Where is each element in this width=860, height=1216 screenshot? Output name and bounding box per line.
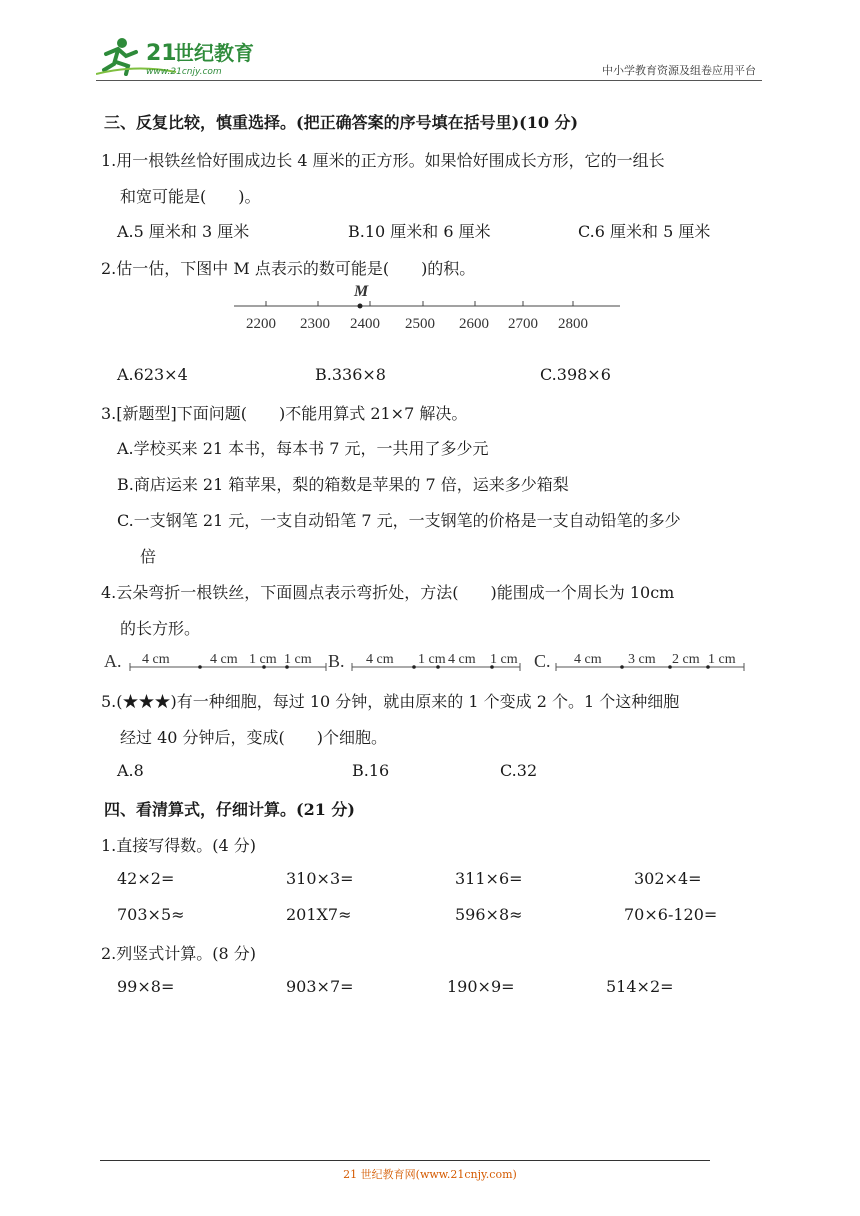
wire-figure-a — [104, 651, 326, 671]
p2-title: 2.列竖式计算。(8 分) — [101, 944, 257, 963]
q5-option-c: C.32 — [500, 761, 538, 780]
q5-line2: 经过 40 分钟后，变成( )个细胞。 — [120, 728, 388, 747]
q5-option-a: A.8 — [117, 761, 144, 780]
section3-title: 三、反复比较，慎重选择。(把正确答案的序号填在括号里)(10 分) — [104, 113, 579, 132]
tick-label-2300: 2300 — [300, 316, 330, 332]
q2-option-a: A.623×4 — [117, 365, 188, 384]
wire-c-seg-1: 4 cm — [574, 652, 602, 667]
wire-a-seg-3: 1 cm — [249, 652, 277, 667]
q1-option-a: A.5 厘米和 3 厘米 — [117, 222, 250, 241]
q3-option-c-line2: 倍 — [140, 547, 157, 566]
vertical-calc-item: 190×9= — [447, 977, 515, 996]
wire-a-seg-1: 4 cm — [142, 652, 170, 667]
tick-label-2200: 2200 — [246, 316, 276, 332]
calc-item: 42×2= — [117, 869, 175, 888]
tick-label-2800: 2800 — [558, 316, 588, 332]
wire-b-seg-3: 4 cm — [448, 652, 476, 667]
calc-item: 302×4= — [634, 869, 702, 888]
calc-item: 70×6-120= — [624, 905, 718, 924]
q3-text: 3.[新题型]下面问题( )不能用算式 21×7 解决。 — [101, 404, 468, 423]
calc-item: 311×6= — [455, 869, 523, 888]
number-line — [230, 278, 630, 340]
q3-option-b: B.商店运来 21 箱苹果，梨的箱数是苹果的 7 倍，运来多少箱梨 — [117, 475, 569, 494]
q1-option-b: B.10 厘米和 6 厘米 — [348, 222, 491, 241]
wire-c-bend-1 — [620, 665, 624, 669]
q3-option-c-line1: C.一支钢笔 21 元，一支自动铅笔 7 元，一支钢笔的价格是一支自动铅笔的多少 — [117, 511, 681, 530]
q2-text: 2.估一估，下图中 M 点表示的数可能是( )的积。 — [101, 259, 476, 278]
calc-item: 310×3= — [286, 869, 354, 888]
wire-figures — [104, 645, 754, 677]
site-logo — [96, 34, 266, 78]
section4-title: 四、看清算式，仔细计算。(21 分) — [104, 800, 355, 819]
calc-item: 703×5≈ — [117, 905, 185, 924]
p1-title: 1.直接写得数。(4 分) — [101, 836, 257, 855]
logo-number: 21 — [146, 41, 177, 66]
q2-option-c: C.398×6 — [540, 365, 611, 384]
q2-option-b: B.336×8 — [315, 365, 386, 384]
wire-a-letter: A. — [104, 651, 122, 671]
q1-option-c: C.6 厘米和 5 厘米 — [578, 222, 711, 241]
wire-figure-c — [534, 651, 744, 671]
point-m — [358, 304, 363, 309]
point-m-label: M — [354, 283, 369, 300]
vertical-calc-item: 99×8= — [117, 977, 175, 996]
wire-b-seg-4: 1 cm — [490, 652, 518, 667]
vertical-calc-item: 514×2= — [606, 977, 674, 996]
q5-line1: 5.(★★★)有一种细胞，每过 10 分钟，就由原来的 1 个变成 2 个。1 个这种细胞 — [101, 692, 680, 711]
calc-item: 201X7≈ — [286, 905, 352, 924]
vertical-calc-item: 903×7= — [286, 977, 354, 996]
calc-item: 596×8≈ — [455, 905, 523, 924]
wire-a-seg-4: 1 cm — [284, 652, 312, 667]
wire-a-bend-1 — [198, 665, 202, 669]
wire-c-seg-2: 3 cm — [628, 652, 656, 667]
wire-c-seg-3: 2 cm — [672, 652, 700, 667]
tick-label-2700: 2700 — [508, 316, 538, 332]
wire-c-letter: C. — [534, 651, 551, 671]
logo-url: www.21cnjy.com — [146, 67, 222, 77]
wire-b-seg-1: 4 cm — [366, 652, 394, 667]
footer-divider — [100, 1160, 710, 1161]
tick-label-2400: 2400 — [350, 316, 380, 332]
q1-line1: 1.用一根铁丝恰好围成边长 4 厘米的正方形。如果恰好围成长方形，它的一组长 — [101, 151, 665, 170]
tick-label-2600: 2600 — [459, 316, 489, 332]
q4-line2: 的长方形。 — [120, 619, 201, 638]
tick-label-2500: 2500 — [405, 316, 435, 332]
wire-a-seg-2: 4 cm — [210, 652, 238, 667]
wire-c-seg-4: 1 cm — [708, 652, 736, 667]
q1-line2: 和宽可能是( )。 — [120, 187, 261, 206]
wire-figure-b — [328, 651, 520, 671]
wire-b-bend-1 — [412, 665, 416, 669]
header-divider — [96, 80, 762, 81]
footer-text: 21 世纪教育网(www.21cnjy.com) — [343, 1168, 517, 1181]
q3-option-a: A.学校买来 21 本书，每本书 7 元，一共用了多少元 — [117, 439, 489, 458]
q4-line1: 4.云朵弯折一根铁丝，下面圆点表示弯折处，方法( )能围成一个周长为 10cm — [101, 583, 675, 602]
wire-b-seg-2: 1 cm — [418, 652, 446, 667]
logo-text: 世纪教育 — [174, 41, 254, 65]
wire-b-letter: B. — [328, 651, 345, 671]
q5-option-b: B.16 — [352, 761, 390, 780]
site-tagline: 中小学教育资源及组卷应用平台 — [602, 64, 756, 77]
